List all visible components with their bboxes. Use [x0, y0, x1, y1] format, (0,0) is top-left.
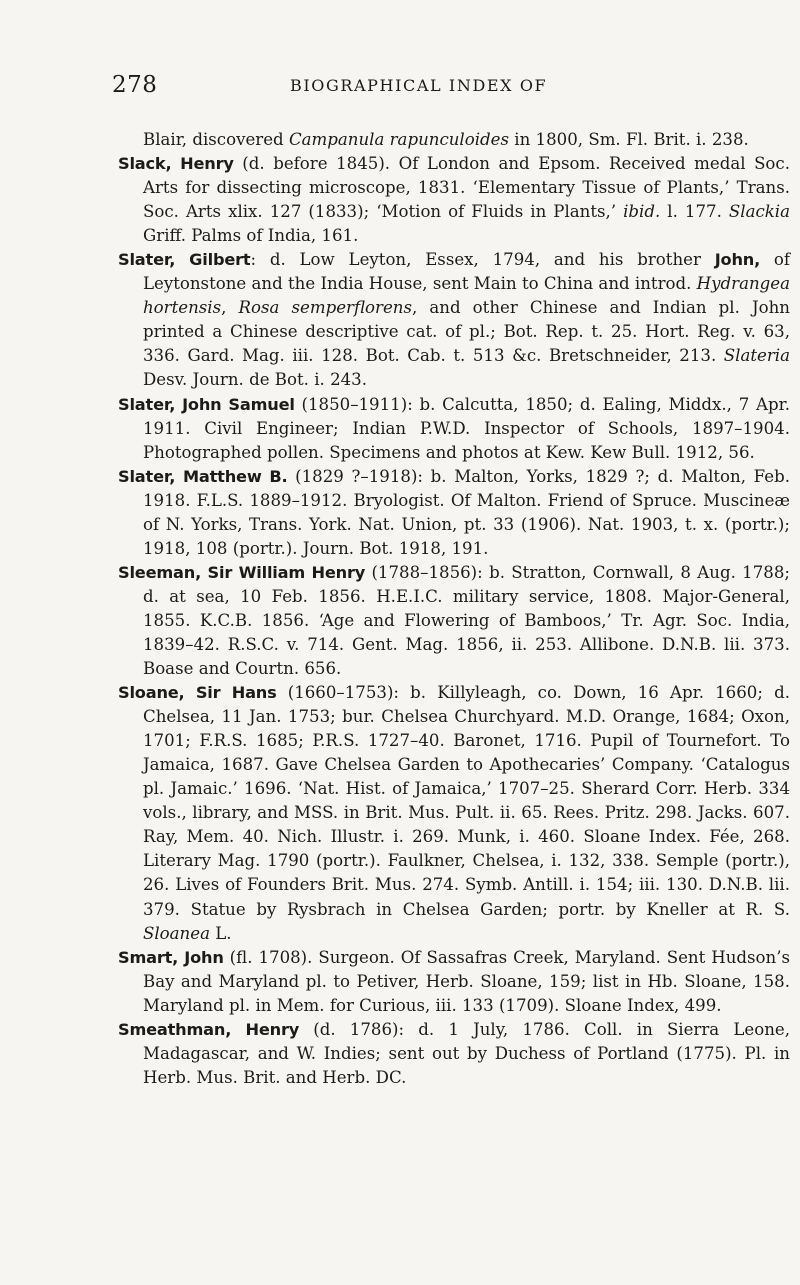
italic-text: Hydrangea hortensis — [143, 274, 790, 318]
entry-text: l. 177. — [660, 202, 729, 222]
entry-text: Blair, discovered — [143, 130, 289, 149]
italic-text: Slateria — [723, 346, 790, 366]
index-entry — [118, 248, 790, 392]
entry-heading: Slater, Gilbert — [118, 250, 251, 270]
entry-heading: Smeathman, Henry — [118, 1019, 300, 1039]
entry-text: (1660–1753): b. Killyleagh, co. Down, 16 Apr. 1660; d. Chelsea, 11 Jan. 1753; bur. Chelsea Churchyard. M.D. Orange, 1684; Oxon, 1701; F.R.S. 1685; P.R.S. 1727–40. Baronet, 1716. Pupil of Tournefort. To Jamaica, 1687. Gave Chelsea Garden to Apothecaries’ Company. ‘Catalogus pl. Jamaic.’ 1696. ‘Nat. Hist. of Jamaica,’ 1707–25. Sherard Corr. Herb. 334 vols., library, and MSS. in Brit. Mus. Pult. ii. 65. Rees. Pritz. 298. Jacks. 607. Ray, Mem. 40. Nich. Illustr. i. 269. Munk, i. 460. Sloane Index. Fée, 268. Literary Mag. 1790 (portr.). Faulkner, Chelsea, i. 132, 338. Semple (portr.), 26. Lives of Founders Brit. Mus. 274. Symb. Antill. i. 154; iii. 130. D.N.B. lii. 379. Statue by Rysbrach in Chelsea Garden; portr. by Kneller at R. S. — [143, 683, 790, 919]
running-title: BIOGRAPHICAL INDEX OF — [290, 76, 548, 95]
entry-text: (1788–1856): b. Stratton, Cornwall, 8 Aug. 1788; d. at sea, 10 Feb. 1856. H.E.I.C. military service, 1808. Major-General, 1855. K.C.B. 1856. ‘Age and Flowering of Bamboos,’ Tr. Agr. Soc. India, 1839–42. R.S.C. v. 714. Gent. Mag. 1856, ii. 253. Allibone. D.N.B. lii. 373. Boase and Courtn. 656. — [143, 562, 790, 679]
entry-heading: Sleeman, Sir William Henry — [118, 562, 366, 582]
entry-heading: Slack, Henry — [118, 154, 234, 174]
index-entry — [118, 128, 790, 152]
index-entry — [118, 561, 790, 681]
entry-text: (1850–1911): b. Calcutta, 1850; d. Ealing, Middx., 7 Apr. 1911. Civil Engineer; Indian P.W.D. Inspector of Schools, 1897–1904. Photographed pollen. Specimens and photos at Kew. Kew Bull. 1912, 56. — [143, 394, 791, 462]
entry-heading: Sloane, Sir Hans — [118, 683, 277, 703]
index-entry — [118, 393, 790, 465]
index-entries — [118, 128, 790, 1090]
entry-text: (d. 1786): d. 1 July, 1786. Coll. in Sierra Leone, Madagascar, and W. Indies; sent out by Duchess of Portland (1775). Pl. in Herb. Mus. Brit. and Herb. DC. — [143, 1019, 790, 1087]
index-entry — [118, 681, 790, 946]
italic-text: ibid. — [623, 202, 661, 222]
index-entry — [118, 946, 790, 1018]
entry-text: Desv. Journ. de Bot. i. 243. — [143, 370, 368, 390]
italic-text: Slackia — [728, 202, 791, 222]
entry-text: , and other Chinese and Indian pl. John printed a Chinese descriptive cat. of pl.; Bot. Rep. t. 25. Hort. Reg. v. 63, 336. Gard. Mag. iii. 128. Bot. Cab. t. 513 &c. Bretschneider, 213. — [143, 298, 790, 366]
entry-heading: Slater, Matthew B. — [118, 466, 288, 486]
entry-heading: John, — [714, 250, 761, 270]
index-entry — [118, 152, 790, 248]
entry-text: , — [221, 298, 239, 318]
entry-text: Griff. Palms of India, 161. — [143, 226, 359, 246]
entry-heading: Slater, John Samuel — [118, 394, 295, 414]
entry-text: (1829 ?–1918): b. Malton, Yorks, 1829 ?; d. Malton, Feb. 1918. F.L.S. 1889–1912. Bryologist. Of Malton. Friend of Spruce. Muscineæ of N. Yorks, Trans. York. Nat. Union, pt. 33 (1906). Nat. 1903, t. x. (portr.); 1918, 108 (portr.). Journ. Bot. 1918, 191. — [143, 466, 790, 558]
italic-text: Rosa semperflorens — [238, 298, 412, 318]
entry-text: : d. Low Leyton, Essex, 1794, and his brother — [250, 250, 715, 270]
entry-text: (fl. 1708). Surgeon. Of Sassafras Creek, Maryland. Sent Hudson’s Bay and Maryland pl. to Petiver, Herb. Sloane, 159; list in Hb. Sloane, 158. Maryland pl. in Mem. for Curious, iii. 133 (1709). Sloane Index, 499. — [143, 947, 790, 1015]
italic-text: Sloanea — [143, 923, 210, 943]
entry-text: (d. before 1845). Of London and Epsom. Received medal Soc. Arts for dissecting microscope, 1831. ‘Elementary Tissue of Plants,’ Trans. Soc. Arts xlix. 127 (1833); ‘Motion of Fluids in Plants,’ — [143, 154, 790, 222]
index-entry — [118, 1018, 790, 1090]
index-entry — [118, 465, 790, 561]
entry-heading: Smart, John — [118, 947, 224, 967]
page-header — [112, 72, 760, 102]
entry-text: of Leytonstone and the India House, sent Main to China and introd. — [143, 250, 790, 294]
entry-text: L. — [209, 923, 232, 943]
italic-text: Campanula rapunculoides — [288, 130, 509, 149]
entry-text: in 1800, Sm. Fl. Brit. i. 238. — [509, 130, 749, 149]
page-number: 278 — [112, 72, 158, 98]
